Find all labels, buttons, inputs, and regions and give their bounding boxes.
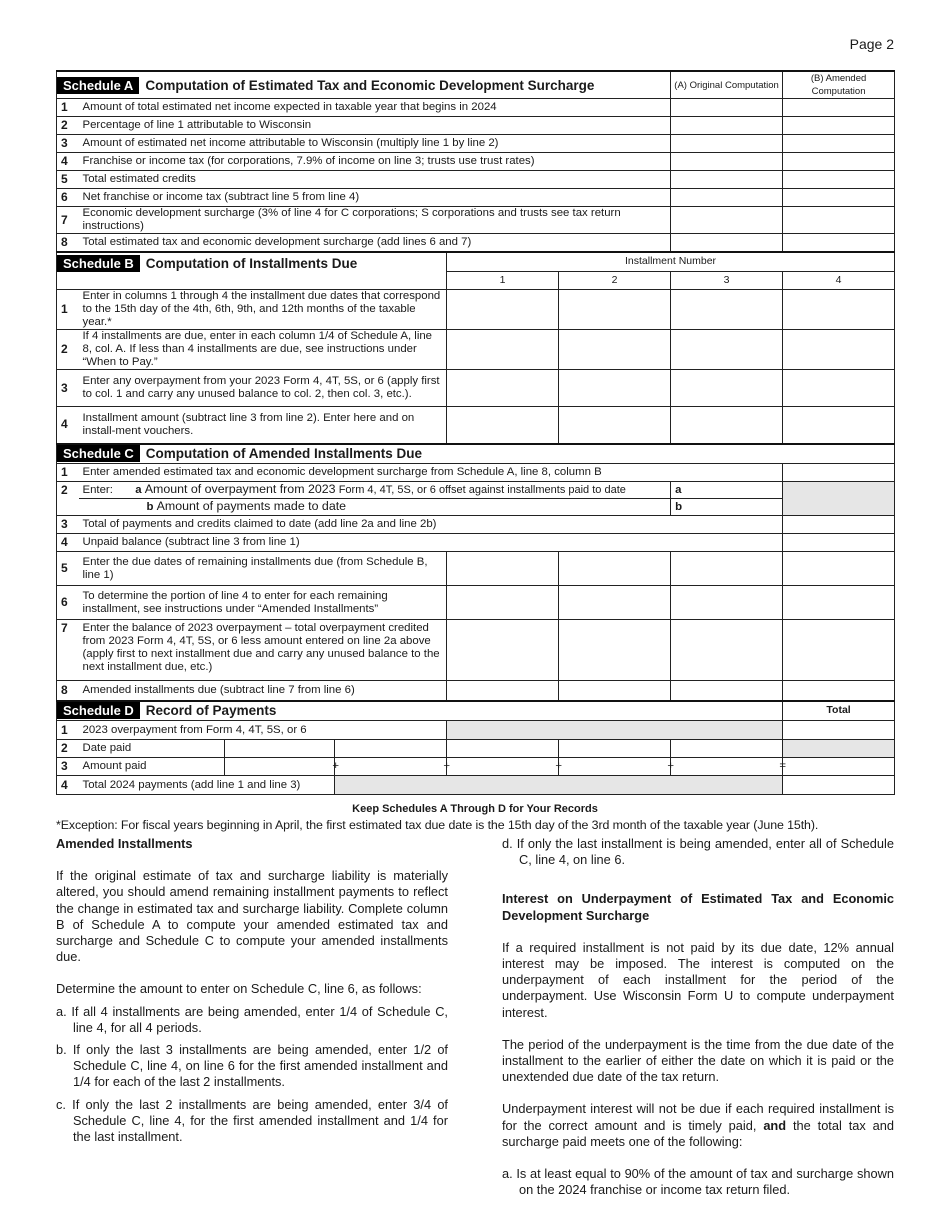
line-description: To determine the portion of line 4 to enter for each remaining installment, see instructions under “Amended Installments” <box>79 586 447 620</box>
schedule-a-line-3-col-a-input[interactable] <box>671 135 783 153</box>
input-cell[interactable] <box>671 290 783 330</box>
input-cell[interactable] <box>559 290 671 330</box>
schedule-a-line-2 <box>57 117 895 135</box>
schedule-d-title: Record of Payments <box>145 703 277 719</box>
line-number: 2 <box>57 330 79 370</box>
schedule-b-title: Computation of Installments Due <box>145 255 358 271</box>
line-description: If 4 installments are due, enter in each column 1/4 of Schedule A, line 8, col. A. If less than 4 installments are due, see instructions under “When to Pay.” <box>79 330 447 370</box>
date-paid-input[interactable] <box>447 740 559 758</box>
installment-col-2: 2 <box>559 272 671 290</box>
input-cell[interactable] <box>783 407 895 444</box>
schedule-a-line-3 <box>57 135 895 153</box>
line-2a-text: Amount of overpayment from 2023 <box>144 482 336 496</box>
schedule-a-line-6-col-b-input[interactable] <box>783 189 895 207</box>
line-2b-letter: b <box>146 501 154 513</box>
schedule-a-line-7-col-b-input[interactable] <box>783 207 895 234</box>
input-cell[interactable] <box>559 681 671 701</box>
line-2b-input[interactable] <box>671 499 783 516</box>
input-cell[interactable] <box>671 681 783 701</box>
input-cell[interactable] <box>559 407 671 444</box>
plus-sign: + <box>667 760 675 772</box>
schedule-c-line-1 <box>57 464 895 482</box>
input-cell[interactable] <box>783 552 895 586</box>
line-number: 6 <box>57 189 79 207</box>
schedule-a-line-2-col-b-input[interactable] <box>783 117 895 135</box>
schedule-a-line-7-col-a-input[interactable] <box>671 207 783 234</box>
interest-paragraph-3 <box>502 1101 894 1150</box>
input-cell[interactable] <box>783 370 895 407</box>
schedule-d-label: Schedule D <box>57 702 140 719</box>
schedule-d-line-4 <box>57 776 895 795</box>
enter-label: Enter: <box>82 484 113 496</box>
line-description: Percentage of line 1 attributable to Wisconsin <box>79 117 671 135</box>
installment-col-3: 3 <box>671 272 783 290</box>
line-number: 1 <box>57 721 79 740</box>
amount-paid-input[interactable] <box>559 758 675 776</box>
amount-paid-total-input[interactable] <box>783 758 895 776</box>
line-number: 2 <box>57 117 79 135</box>
line-number: 1 <box>57 464 79 482</box>
line-2a-box-letter: a <box>675 483 682 496</box>
line-description: 2023 overpayment from Form 4, 4T, 5S, or 6 <box>79 721 447 740</box>
schedule-a-line-1-col-a-input[interactable] <box>671 99 783 117</box>
line-2a-input[interactable] <box>671 482 783 499</box>
line-description: Enter any overpayment from your 2023 Form 4, 4T, 5S, or 6 (apply first to col. 1 and carry any unused balance to col. 2, then col. 3, etc.). <box>79 370 447 407</box>
input-cell[interactable] <box>447 620 559 681</box>
schedule-a-line-1 <box>57 99 895 117</box>
schedule-c-line-4 <box>57 534 895 552</box>
schedule-d-line-4-input[interactable] <box>783 776 895 795</box>
line-description: Total estimated tax and economic development surcharge (add lines 6 and 7) <box>79 234 671 252</box>
line-number: 7 <box>57 207 79 234</box>
schedule-d-header <box>57 701 895 721</box>
amount-paid-input[interactable] <box>671 758 787 776</box>
installment-number-header: Installment Number <box>447 252 895 272</box>
schedules-form <box>56 70 894 832</box>
schedule-a-header <box>57 71 895 99</box>
installment-col-1: 1 <box>447 272 559 290</box>
input-cell[interactable] <box>783 681 895 701</box>
schedule-a-line-4 <box>57 153 895 171</box>
schedule-a-line-4-col-b-input[interactable] <box>783 153 895 171</box>
line-description: Enter in columns 1 through 4 the installment due dates that correspond to the 15th day of the 4th, 6th, 9th, and 12th months of the taxable year.* <box>79 290 447 330</box>
schedule-a-title: Computation of Estimated Tax and Economic Development Surcharge <box>145 77 595 93</box>
input-cell[interactable] <box>671 586 783 620</box>
schedule-c-line-7 <box>57 620 895 681</box>
amount-paid-input[interactable] <box>225 758 339 776</box>
line-description: Franchise or income tax (for corporations, 7.9% of income on line 3; trusts use trust rates) <box>79 153 671 171</box>
input-cell[interactable] <box>671 552 783 586</box>
amended-item-b: b. If only the last 3 installments are being amended, enter 1/2 of Schedule C, line 4, on line 6 for the first amended installment and 1/4 for each of the last 2 installments. <box>56 1042 448 1090</box>
original-computation-header: (A) Original Computation <box>671 71 783 99</box>
schedule-b-header <box>57 252 895 272</box>
schedule-c-line-3-input[interactable] <box>783 516 895 534</box>
schedule-c-line-4-input[interactable] <box>783 534 895 552</box>
line-2b-box-letter: b <box>675 500 683 513</box>
equals-sign: = <box>779 760 787 772</box>
input-cell[interactable] <box>559 330 671 370</box>
schedule-c-line-3 <box>57 516 895 534</box>
schedule-a-line-5 <box>57 171 895 189</box>
plus-sign: + <box>443 760 450 772</box>
line-description: Total 2024 payments (add line 1 and line 3) <box>79 776 335 795</box>
schedule-d-line-1-input[interactable] <box>783 721 895 740</box>
schedule-b-line-2 <box>57 330 895 370</box>
line-description: Economic development surcharge (3% of line 4 for C corporations; S corporations and trusts see tax return instructions) <box>79 207 671 234</box>
line-description: Amount paid <box>79 758 225 776</box>
total-header: Total <box>783 701 895 721</box>
input-cell[interactable] <box>447 370 559 407</box>
page-number: Page 2 <box>849 36 894 52</box>
schedule-a-line-5-col-b-input[interactable] <box>783 171 895 189</box>
input-cell[interactable] <box>447 586 559 620</box>
schedule-d-line-1 <box>57 721 895 740</box>
line-description: Date paid <box>79 740 225 758</box>
amended-computation-header: (B) Amended Computation <box>783 71 895 99</box>
schedule-a-line-2-col-a-input[interactable] <box>671 117 783 135</box>
line-number: 5 <box>57 552 79 586</box>
schedule-a-line-4-col-a-input[interactable] <box>671 153 783 171</box>
line-number: 3 <box>57 758 79 776</box>
schedule-b-line-4 <box>57 407 895 444</box>
schedule-d-line-2 <box>57 740 895 758</box>
interest-section <box>502 836 894 1204</box>
line-2b-text: Amount of payments made to date <box>156 499 347 513</box>
amended-installments-section <box>56 836 448 1151</box>
schedule-a-line-8-col-b-input[interactable] <box>783 234 895 252</box>
schedule-c-line-5 <box>57 552 895 586</box>
schedule-a-label: Schedule A <box>57 77 139 94</box>
line-number: 5 <box>57 171 79 189</box>
date-paid-input[interactable] <box>225 740 335 758</box>
line-description: Amount of total estimated net income expected in taxable year that begins in 2024 <box>79 99 671 117</box>
line-description: Amount of estimated net income attributable to Wisconsin (multiply line 1 by line 2) <box>79 135 671 153</box>
schedule-c-line-8 <box>57 681 895 701</box>
schedule-a-line-6 <box>57 189 895 207</box>
line-description: Enter the due dates of remaining installments due (from Schedule B, line 1) <box>79 552 447 586</box>
plus-sign: + <box>555 760 562 772</box>
schedule-c-header <box>57 444 895 464</box>
schedule-c-line-1-input[interactable] <box>783 464 895 482</box>
interest-paragraph-2: The period of the underpayment is the time from the due date of the installment to the earlier of either the date on which it is paid or the unextended due date of the tax return. <box>502 1036 894 1085</box>
schedule-d-line-3 <box>57 758 895 776</box>
amount-paid-input[interactable] <box>447 758 562 776</box>
schedule-c-label: Schedule C <box>57 445 140 462</box>
line-number: 4 <box>57 153 79 171</box>
schedule-a-line-1-col-b-input[interactable] <box>783 99 895 117</box>
interest-item-a: a. Is at least equal to 90% of the amount of tax and surcharge shown on the 2024 franchise or income tax return filed. <box>502 1166 894 1198</box>
line-description: Enter the balance of 2023 overpayment – total overpayment credited from 2023 Form 4, 4T, 5S, or 6 less amount entered on line 2a above (apply first to next installment due and carry any unused balance to the next installment due, etc.) <box>79 620 447 681</box>
schedule-a-line-5-col-a-input[interactable] <box>671 171 783 189</box>
input-cell[interactable] <box>447 681 559 701</box>
schedule-c-line-2b <box>57 499 895 516</box>
interest-heading: Interest on Underpayment of Estimated Tax and Economic Development Surcharge <box>502 891 894 923</box>
amended-item-a: a. If all 4 installments are being amended, enter 1/4 of Schedule C, line 4, for all 4 periods. <box>56 1003 448 1035</box>
line-number: 2 <box>57 482 79 516</box>
interest-p3-post: the total tax and surcharge paid meets one of the following: <box>502 1117 894 1149</box>
date-paid-input[interactable] <box>335 740 447 758</box>
schedule-a-line-8 <box>57 234 895 252</box>
shaded-cell <box>447 721 783 740</box>
plus-sign: + <box>332 760 339 772</box>
line-number: 8 <box>57 234 79 252</box>
schedule-c-line-2a <box>57 482 895 499</box>
line-2a-letter: a <box>135 484 142 496</box>
interest-p3-pre: Underpayment interest will not be due if each required installment is for the correct amount and is timely paid, <box>502 1101 894 1133</box>
input-cell[interactable] <box>447 290 559 330</box>
shaded-cell <box>335 776 783 795</box>
line-description: Net franchise or income tax (subtract line 5 from line 4) <box>79 189 671 207</box>
amended-paragraph-2: Determine the amount to enter on Schedule C, line 6, as follows: <box>56 981 422 997</box>
input-cell[interactable] <box>671 620 783 681</box>
shaded-cell <box>783 482 895 516</box>
schedules-table <box>56 70 895 795</box>
schedule-a-line-6-col-a-input[interactable] <box>671 189 783 207</box>
line-description: Amended installments due (subtract line 7 from line 6) <box>79 681 447 701</box>
line-description: Unpaid balance (subtract line 3 from line 1) <box>79 534 783 552</box>
line-number: 7 <box>57 620 79 681</box>
input-cell[interactable] <box>671 330 783 370</box>
input-cell[interactable] <box>447 330 559 370</box>
line-number: 3 <box>57 135 79 153</box>
input-cell[interactable] <box>783 330 895 370</box>
date-paid-input[interactable] <box>559 740 671 758</box>
line-number: 3 <box>57 516 79 534</box>
amended-installments-heading: Amended Installments <box>56 836 193 851</box>
schedule-c-line-6 <box>57 586 895 620</box>
line-number: 3 <box>57 370 79 407</box>
schedule-c-title: Computation of Amended Installments Due <box>145 446 423 462</box>
schedule-a-line-3-col-b-input[interactable] <box>783 135 895 153</box>
interest-paragraph-1: If a required installment is not paid by its due date, 12% annual interest may be imposed. The interest is computed on the underpayment of each installment for the period of the underpayment. Use Wisconsin Form U to compute underpayment interest. <box>502 939 894 1020</box>
schedule-b-line-3 <box>57 370 895 407</box>
line-number: 4 <box>57 776 79 795</box>
input-cell[interactable] <box>447 552 559 586</box>
line-number: 4 <box>57 407 79 444</box>
amended-item-c: c. If only the last 2 installments are being amended, enter 3/4 of Schedule C, line 4, for the first amended installment and 1/4 for the last installment. <box>56 1096 448 1145</box>
input-cell[interactable] <box>559 586 671 620</box>
line-number: 1 <box>57 290 79 330</box>
schedule-a-line-8-col-a-input[interactable] <box>671 234 783 252</box>
input-cell[interactable] <box>671 370 783 407</box>
input-cell[interactable] <box>671 407 783 444</box>
line-number: 8 <box>57 681 79 701</box>
line-2a-text-small: Form 4, 4T, 5S, or 6 offset against installments paid to date <box>338 484 626 496</box>
input-cell[interactable] <box>447 407 559 444</box>
line-number: 4 <box>57 534 79 552</box>
schedule-b-label: Schedule B <box>57 255 140 272</box>
line-description: Installment amount (subtract line 3 from line 2). Enter here and on install-ment vouchers. <box>79 407 447 444</box>
date-paid-input[interactable] <box>671 740 783 758</box>
line-number: 6 <box>57 586 79 620</box>
line-description: Enter amended estimated tax and economic development surcharge from Schedule A, line 8, column B <box>79 464 783 482</box>
input-cell[interactable] <box>783 586 895 620</box>
schedule-a-line-7 <box>57 207 895 234</box>
input-cell[interactable] <box>783 290 895 330</box>
line-number: 2 <box>57 740 79 758</box>
line-number: 1 <box>57 99 79 117</box>
amount-paid-input[interactable] <box>335 758 450 776</box>
input-cell[interactable] <box>559 370 671 407</box>
input-cell[interactable] <box>783 620 895 681</box>
input-cell[interactable] <box>559 552 671 586</box>
amended-item-d: d. If only the last installment is being amended, enter all of Schedule C, line 4, on line 6. <box>502 836 894 868</box>
installment-col-4: 4 <box>783 272 895 290</box>
exception-note: *Exception: For fiscal years beginning in April, the first estimated tax due date is the 15th day of the 3rd month of the taxable year (June 15th). <box>56 818 819 832</box>
interest-p3-bold: and <box>763 1117 787 1133</box>
amended-paragraph-1: If the original estimate of tax and surcharge liability is materially altered, you should amend remaining installment payments to reflect the change in estimated tax and surcharge liability. Complete column B of Schedule A to compute your amended estimated tax and surcharge and Schedule C to compute your amended installments due. <box>56 868 448 965</box>
line-description: Total of payments and credits claimed to date (add line 2a and line 2b) <box>79 516 783 534</box>
input-cell[interactable] <box>559 620 671 681</box>
keep-records-note: Keep Schedules A Through D for Your Records <box>352 803 598 815</box>
shaded-cell <box>783 740 895 758</box>
line-description: Total estimated credits <box>79 171 671 189</box>
schedule-b-line-1 <box>57 290 895 330</box>
